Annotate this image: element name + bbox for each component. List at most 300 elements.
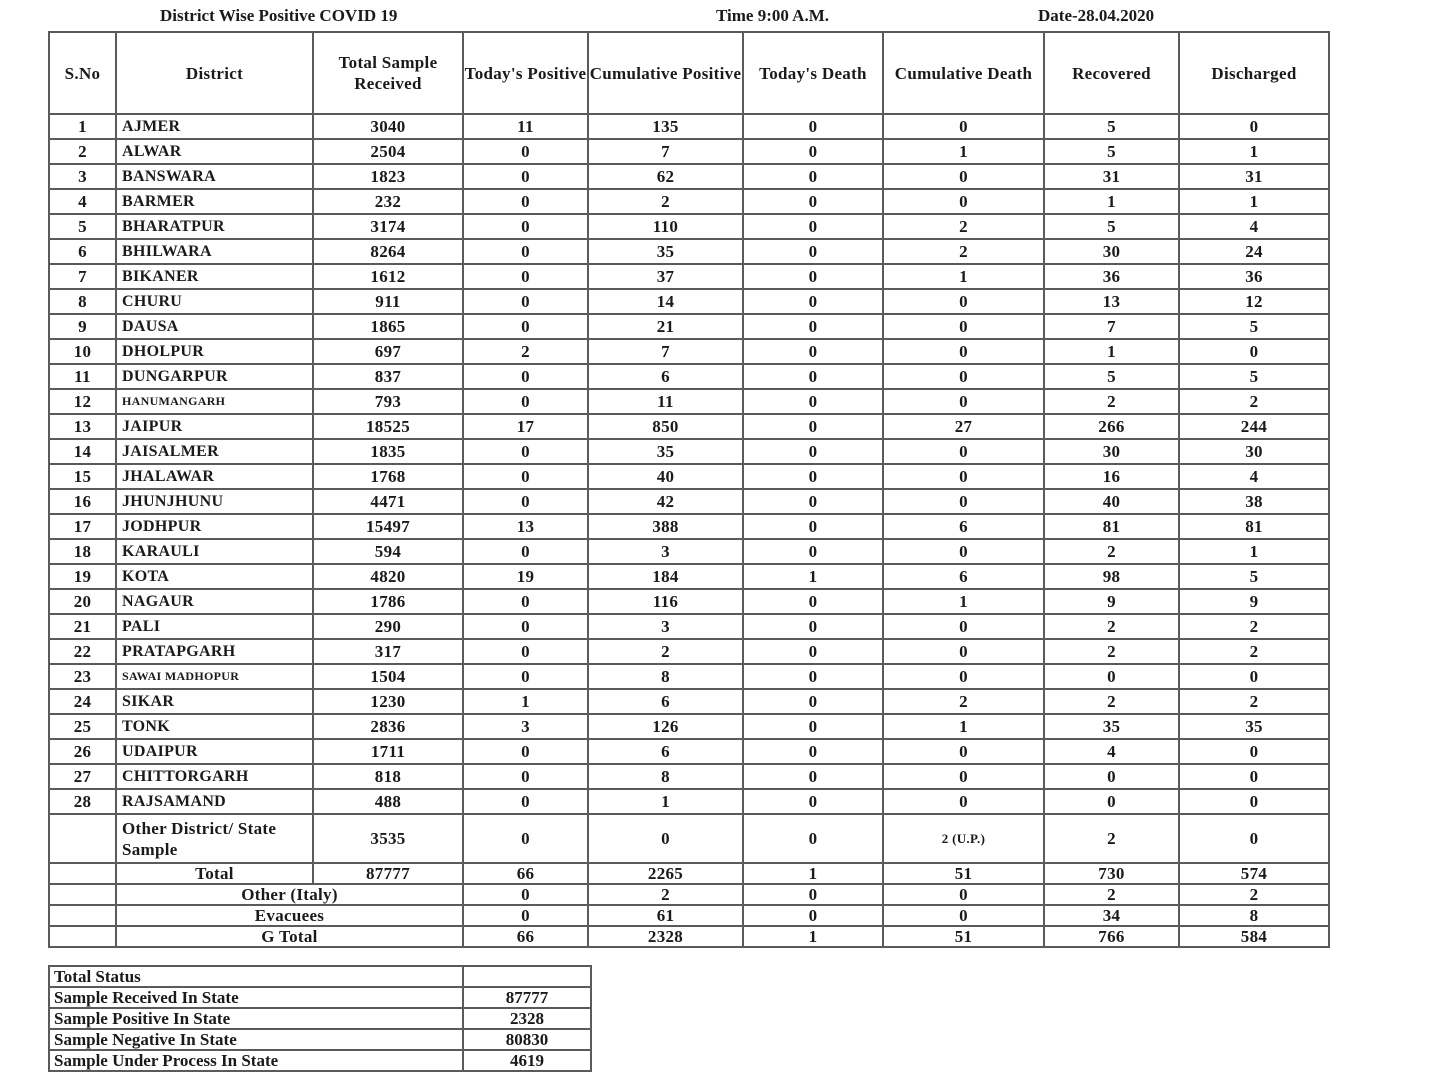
total-todays-death-cell: 1 — [743, 863, 883, 884]
todays-death-cell: 0 — [743, 689, 883, 714]
other-sno-cell — [49, 814, 116, 863]
cumulative-death-cell: 27 — [883, 414, 1044, 439]
district-name-cell: UDAIPUR — [116, 739, 313, 764]
district-name-cell: DUNGARPUR — [116, 364, 313, 389]
evacuees-row — [49, 905, 1329, 926]
evacuees-discharged-cell: 8 — [1179, 905, 1329, 926]
sample-cell: 911 — [313, 289, 463, 314]
status-label: Sample Negative In State — [49, 1029, 463, 1050]
cumulative-positive-cell: 11 — [588, 389, 743, 414]
district-name-cell: BHARATPUR — [116, 214, 313, 239]
todays-positive-cell: 13 — [463, 514, 588, 539]
total-sno-cell — [49, 863, 116, 884]
sample-cell: 697 — [313, 339, 463, 364]
status-row — [49, 1008, 591, 1029]
table-row — [49, 339, 1329, 364]
todays-positive-cell: 0 — [463, 664, 588, 689]
todays-positive-cell: 11 — [463, 114, 588, 139]
todays-death-cell: 0 — [743, 139, 883, 164]
cumulative-death-cell: 0 — [883, 314, 1044, 339]
table-row — [49, 439, 1329, 464]
discharged-cell: 5 — [1179, 314, 1329, 339]
todays-positive-cell: 0 — [463, 639, 588, 664]
table-row — [49, 689, 1329, 714]
table-row — [49, 364, 1329, 389]
status-row — [49, 1050, 591, 1071]
total-sample-cell: 87777 — [313, 863, 463, 884]
status-label: Sample Received In State — [49, 987, 463, 1008]
sample-cell: 837 — [313, 364, 463, 389]
cumulative-death-cell: 6 — [883, 514, 1044, 539]
todays-death-cell: 0 — [743, 364, 883, 389]
status-row — [49, 987, 591, 1008]
status-title: Total Status — [49, 966, 463, 987]
todays-death-cell: 1 — [743, 564, 883, 589]
table-row — [49, 239, 1329, 264]
col-header-discharged: Discharged — [1179, 32, 1329, 114]
recovered-cell: 2 — [1044, 639, 1179, 664]
todays-death-cell: 0 — [743, 289, 883, 314]
table-row — [49, 739, 1329, 764]
recovered-cell: 7 — [1044, 314, 1179, 339]
status-label: Sample Under Process In State — [49, 1050, 463, 1071]
sample-cell: 1768 — [313, 464, 463, 489]
report-date: Date-28.04.2020 — [1038, 6, 1155, 25]
district-name-cell: CHURU — [116, 289, 313, 314]
discharged-cell: 244 — [1179, 414, 1329, 439]
total-row — [49, 863, 1329, 884]
todays-death-cell: 0 — [743, 114, 883, 139]
cumulative-death-cell: 6 — [883, 564, 1044, 589]
cumulative-death-cell: 1 — [883, 714, 1044, 739]
todays-positive-cell: 0 — [463, 239, 588, 264]
sno-cell: 28 — [49, 789, 116, 814]
evacuees-sno-cell — [49, 905, 116, 926]
todays-death-cell: 0 — [743, 239, 883, 264]
italy-discharged-cell: 2 — [1179, 884, 1329, 905]
todays-death-cell: 0 — [743, 339, 883, 364]
recovered-cell: 2 — [1044, 389, 1179, 414]
todays-death-cell: 0 — [743, 164, 883, 189]
g-total-label: G Total — [116, 926, 463, 947]
other-todays-death-cell: 0 — [743, 814, 883, 863]
recovered-cell: 30 — [1044, 439, 1179, 464]
todays-death-cell: 0 — [743, 389, 883, 414]
italy-cumulative-positive-cell: 2 — [588, 884, 743, 905]
cumulative-positive-cell: 135 — [588, 114, 743, 139]
district-name-cell: RAJSAMAND — [116, 789, 313, 814]
cumulative-death-cell: 0 — [883, 439, 1044, 464]
district-name-cell: BANSWARA — [116, 164, 313, 189]
cumulative-positive-cell: 35 — [588, 439, 743, 464]
discharged-cell: 0 — [1179, 789, 1329, 814]
other-recovered-cell: 2 — [1044, 814, 1179, 863]
report-time: Time 9:00 A.M. — [716, 6, 830, 25]
todays-positive-cell: 19 — [463, 564, 588, 589]
sample-cell: 818 — [313, 764, 463, 789]
sno-cell: 15 — [49, 464, 116, 489]
sample-cell: 1786 — [313, 589, 463, 614]
cumulative-positive-cell: 7 — [588, 339, 743, 364]
italy-todays-positive-cell: 0 — [463, 884, 588, 905]
todays-positive-cell: 0 — [463, 439, 588, 464]
evacuees-label: Evacuees — [116, 905, 463, 926]
sample-cell: 317 — [313, 639, 463, 664]
cumulative-death-cell: 0 — [883, 764, 1044, 789]
col-header-total-sample: Total Sample Received — [313, 32, 463, 114]
discharged-cell: 4 — [1179, 464, 1329, 489]
col-header-todays-positive: Today's Positive — [463, 32, 588, 114]
todays-positive-cell: 3 — [463, 714, 588, 739]
cumulative-positive-cell: 37 — [588, 264, 743, 289]
recovered-cell: 5 — [1044, 114, 1179, 139]
todays-positive-cell: 0 — [463, 739, 588, 764]
table-row — [49, 789, 1329, 814]
table-row — [49, 614, 1329, 639]
sample-cell: 594 — [313, 539, 463, 564]
recovered-cell: 4 — [1044, 739, 1179, 764]
todays-positive-cell: 0 — [463, 764, 588, 789]
report-header — [48, 4, 1328, 28]
cumulative-positive-cell: 35 — [588, 239, 743, 264]
col-header-cumulative-death: Cumulative Death — [883, 32, 1044, 114]
todays-death-cell: 0 — [743, 589, 883, 614]
recovered-cell: 2 — [1044, 614, 1179, 639]
discharged-cell: 24 — [1179, 239, 1329, 264]
cumulative-positive-cell: 3 — [588, 614, 743, 639]
cumulative-positive-cell: 1 — [588, 789, 743, 814]
col-header-todays-death: Today's Death — [743, 32, 883, 114]
district-name-cell: AJMER — [116, 114, 313, 139]
sno-cell: 1 — [49, 114, 116, 139]
other-cumulative-death-cell: 2 (U.P.) — [883, 814, 1044, 863]
status-label: Sample Positive In State — [49, 1008, 463, 1029]
cumulative-positive-cell: 184 — [588, 564, 743, 589]
todays-death-cell: 0 — [743, 514, 883, 539]
todays-death-cell: 0 — [743, 314, 883, 339]
todays-death-cell: 0 — [743, 789, 883, 814]
todays-positive-cell: 17 — [463, 414, 588, 439]
cumulative-death-cell: 2 — [883, 214, 1044, 239]
other-sample-cell: 3535 — [313, 814, 463, 863]
g-total-todays-death-cell: 1 — [743, 926, 883, 947]
todays-death-cell: 0 — [743, 464, 883, 489]
todays-positive-cell: 0 — [463, 139, 588, 164]
todays-positive-cell: 0 — [463, 789, 588, 814]
todays-positive-cell: 0 — [463, 189, 588, 214]
todays-positive-cell: 0 — [463, 314, 588, 339]
discharged-cell: 2 — [1179, 389, 1329, 414]
g-total-cumulative-death-cell: 51 — [883, 926, 1044, 947]
todays-death-cell: 0 — [743, 264, 883, 289]
total-status-table — [48, 965, 592, 1072]
todays-death-cell: 0 — [743, 639, 883, 664]
cumulative-death-cell: 0 — [883, 289, 1044, 314]
discharged-cell: 0 — [1179, 664, 1329, 689]
sno-cell: 23 — [49, 664, 116, 689]
recovered-cell: 9 — [1044, 589, 1179, 614]
col-header-district: District — [116, 32, 313, 114]
cumulative-death-cell: 2 — [883, 239, 1044, 264]
cumulative-death-cell: 0 — [883, 389, 1044, 414]
status-title-blank — [463, 966, 591, 987]
evacuees-cumulative-positive-cell: 61 — [588, 905, 743, 926]
sno-cell: 3 — [49, 164, 116, 189]
todays-death-cell: 0 — [743, 214, 883, 239]
recovered-cell: 81 — [1044, 514, 1179, 539]
table-row — [49, 264, 1329, 289]
status-value: 4619 — [463, 1050, 591, 1071]
cumulative-positive-cell: 3 — [588, 539, 743, 564]
sample-cell: 1504 — [313, 664, 463, 689]
report-title: District Wise Positive COVID 19 — [160, 6, 398, 25]
other-cumulative-positive-cell: 0 — [588, 814, 743, 863]
table-row — [49, 114, 1329, 139]
table-row — [49, 189, 1329, 214]
discharged-cell: 0 — [1179, 114, 1329, 139]
cumulative-positive-cell: 8 — [588, 764, 743, 789]
sno-cell: 25 — [49, 714, 116, 739]
todays-death-cell: 0 — [743, 189, 883, 214]
district-name-cell: BARMER — [116, 189, 313, 214]
district-name-cell: CHITTORGARH — [116, 764, 313, 789]
evacuees-todays-death-cell: 0 — [743, 905, 883, 926]
todays-positive-cell: 0 — [463, 214, 588, 239]
sample-cell: 8264 — [313, 239, 463, 264]
cumulative-positive-cell: 6 — [588, 739, 743, 764]
cumulative-positive-cell: 850 — [588, 414, 743, 439]
cumulative-death-cell: 1 — [883, 264, 1044, 289]
cumulative-positive-cell: 6 — [588, 689, 743, 714]
evacuees-recovered-cell: 34 — [1044, 905, 1179, 926]
sample-cell: 1711 — [313, 739, 463, 764]
recovered-cell: 40 — [1044, 489, 1179, 514]
sno-cell: 5 — [49, 214, 116, 239]
discharged-cell: 9 — [1179, 589, 1329, 614]
cumulative-death-cell: 1 — [883, 139, 1044, 164]
todays-positive-cell: 0 — [463, 489, 588, 514]
sno-cell: 18 — [49, 539, 116, 564]
total-todays-positive-cell: 66 — [463, 863, 588, 884]
recovered-cell: 1 — [1044, 189, 1179, 214]
sno-cell: 10 — [49, 339, 116, 364]
table-row — [49, 664, 1329, 689]
table-row — [49, 764, 1329, 789]
sample-cell: 290 — [313, 614, 463, 639]
sample-cell: 1612 — [313, 264, 463, 289]
district-name-cell: NAGAUR — [116, 589, 313, 614]
sno-cell: 4 — [49, 189, 116, 214]
cumulative-positive-cell: 8 — [588, 664, 743, 689]
cumulative-positive-cell: 42 — [588, 489, 743, 514]
table-row — [49, 514, 1329, 539]
recovered-cell: 98 — [1044, 564, 1179, 589]
todays-positive-cell: 0 — [463, 289, 588, 314]
cumulative-positive-cell: 110 — [588, 214, 743, 239]
sample-cell: 15497 — [313, 514, 463, 539]
todays-death-cell: 0 — [743, 714, 883, 739]
italy-sno-cell — [49, 884, 116, 905]
sample-cell: 2504 — [313, 139, 463, 164]
cumulative-positive-cell: 126 — [588, 714, 743, 739]
table-row — [49, 289, 1329, 314]
district-name-cell: SAWAI MADHOPUR — [116, 664, 313, 689]
discharged-cell: 2 — [1179, 689, 1329, 714]
recovered-cell: 266 — [1044, 414, 1179, 439]
cumulative-positive-cell: 2 — [588, 639, 743, 664]
total-recovered-cell: 730 — [1044, 863, 1179, 884]
cumulative-positive-cell: 116 — [588, 589, 743, 614]
cumulative-death-cell: 0 — [883, 539, 1044, 564]
discharged-cell: 5 — [1179, 364, 1329, 389]
table-row — [49, 139, 1329, 164]
table-row — [49, 164, 1329, 189]
recovered-cell: 13 — [1044, 289, 1179, 314]
italy-recovered-cell: 2 — [1044, 884, 1179, 905]
recovered-cell: 0 — [1044, 664, 1179, 689]
sno-cell: 12 — [49, 389, 116, 414]
district-name-cell: DHOLPUR — [116, 339, 313, 364]
sample-cell: 18525 — [313, 414, 463, 439]
sample-cell: 3174 — [313, 214, 463, 239]
district-name-cell: HANUMANGARH — [116, 389, 313, 414]
todays-death-cell: 0 — [743, 664, 883, 689]
discharged-cell: 1 — [1179, 539, 1329, 564]
todays-death-cell: 0 — [743, 539, 883, 564]
discharged-cell: 4 — [1179, 214, 1329, 239]
todays-positive-cell: 0 — [463, 264, 588, 289]
sample-cell: 232 — [313, 189, 463, 214]
sno-cell: 16 — [49, 489, 116, 514]
g-total-cumulative-positive-cell: 2328 — [588, 926, 743, 947]
italy-label: Other (Italy) — [116, 884, 463, 905]
cumulative-death-cell: 0 — [883, 739, 1044, 764]
cumulative-positive-cell: 2 — [588, 189, 743, 214]
recovered-cell: 2 — [1044, 689, 1179, 714]
cumulative-positive-cell: 14 — [588, 289, 743, 314]
sample-cell: 4471 — [313, 489, 463, 514]
cumulative-death-cell: 0 — [883, 614, 1044, 639]
col-header-recovered: Recovered — [1044, 32, 1179, 114]
cumulative-death-cell: 0 — [883, 664, 1044, 689]
sno-cell: 22 — [49, 639, 116, 664]
todays-death-cell: 0 — [743, 439, 883, 464]
sno-cell: 13 — [49, 414, 116, 439]
discharged-cell: 2 — [1179, 614, 1329, 639]
todays-positive-cell: 0 — [463, 539, 588, 564]
total-label: Total — [116, 863, 313, 884]
sample-cell: 2836 — [313, 714, 463, 739]
sample-cell: 4820 — [313, 564, 463, 589]
district-covid-table — [48, 31, 1330, 948]
sno-cell: 24 — [49, 689, 116, 714]
discharged-cell: 31 — [1179, 164, 1329, 189]
evacuees-cumulative-death-cell: 0 — [883, 905, 1044, 926]
sno-cell: 7 — [49, 264, 116, 289]
sample-cell: 1230 — [313, 689, 463, 714]
recovered-cell: 36 — [1044, 264, 1179, 289]
sno-cell: 14 — [49, 439, 116, 464]
discharged-cell: 0 — [1179, 764, 1329, 789]
total-cumulative-positive-cell: 2265 — [588, 863, 743, 884]
cumulative-death-cell: 2 — [883, 689, 1044, 714]
other-italy-row — [49, 884, 1329, 905]
cumulative-positive-cell: 21 — [588, 314, 743, 339]
status-value: 80830 — [463, 1029, 591, 1050]
other-district-row — [49, 814, 1329, 863]
recovered-cell: 31 — [1044, 164, 1179, 189]
other-district-name: Other District/ State Sample — [116, 814, 313, 863]
cumulative-positive-cell: 6 — [588, 364, 743, 389]
discharged-cell: 1 — [1179, 139, 1329, 164]
recovered-cell: 5 — [1044, 139, 1179, 164]
cumulative-death-cell: 0 — [883, 464, 1044, 489]
todays-death-cell: 0 — [743, 739, 883, 764]
sno-cell: 11 — [49, 364, 116, 389]
discharged-cell: 2 — [1179, 639, 1329, 664]
sno-cell: 20 — [49, 589, 116, 614]
total-cumulative-death-cell: 51 — [883, 863, 1044, 884]
col-header-sno: S.No — [49, 32, 116, 114]
sno-cell: 27 — [49, 764, 116, 789]
cumulative-death-cell: 0 — [883, 189, 1044, 214]
g-total-todays-positive-cell: 66 — [463, 926, 588, 947]
todays-death-cell: 0 — [743, 614, 883, 639]
g-total-sno-cell — [49, 926, 116, 947]
todays-death-cell: 0 — [743, 489, 883, 514]
table-row — [49, 389, 1329, 414]
district-name-cell: KARAULI — [116, 539, 313, 564]
todays-death-cell: 0 — [743, 414, 883, 439]
todays-positive-cell: 0 — [463, 464, 588, 489]
todays-positive-cell: 1 — [463, 689, 588, 714]
g-total-row — [49, 926, 1329, 947]
other-todays-positive-cell: 0 — [463, 814, 588, 863]
cumulative-death-cell: 0 — [883, 339, 1044, 364]
status-value: 87777 — [463, 987, 591, 1008]
table-header-row — [49, 32, 1329, 114]
status-value: 2328 — [463, 1008, 591, 1029]
sno-cell: 2 — [49, 139, 116, 164]
cumulative-death-cell: 0 — [883, 639, 1044, 664]
table-row — [49, 464, 1329, 489]
district-name-cell: JHUNJHUNU — [116, 489, 313, 514]
district-name-cell: TONK — [116, 714, 313, 739]
discharged-cell: 1 — [1179, 189, 1329, 214]
recovered-cell: 5 — [1044, 364, 1179, 389]
district-name-cell: ALWAR — [116, 139, 313, 164]
sample-cell: 3040 — [313, 114, 463, 139]
cumulative-death-cell: 0 — [883, 489, 1044, 514]
district-name-cell: JODHPUR — [116, 514, 313, 539]
district-name-cell: JHALAWAR — [116, 464, 313, 489]
district-rows — [49, 114, 1329, 947]
g-total-recovered-cell: 766 — [1044, 926, 1179, 947]
recovered-cell: 0 — [1044, 789, 1179, 814]
sno-cell: 17 — [49, 514, 116, 539]
discharged-cell: 36 — [1179, 264, 1329, 289]
table-row — [49, 539, 1329, 564]
cumulative-positive-cell: 7 — [588, 139, 743, 164]
cumulative-positive-cell: 388 — [588, 514, 743, 539]
todays-positive-cell: 0 — [463, 614, 588, 639]
discharged-cell: 38 — [1179, 489, 1329, 514]
district-name-cell: JAISALMER — [116, 439, 313, 464]
table-row — [49, 314, 1329, 339]
discharged-cell: 12 — [1179, 289, 1329, 314]
status-title-row — [49, 966, 591, 987]
district-name-cell: PRATAPGARH — [116, 639, 313, 664]
